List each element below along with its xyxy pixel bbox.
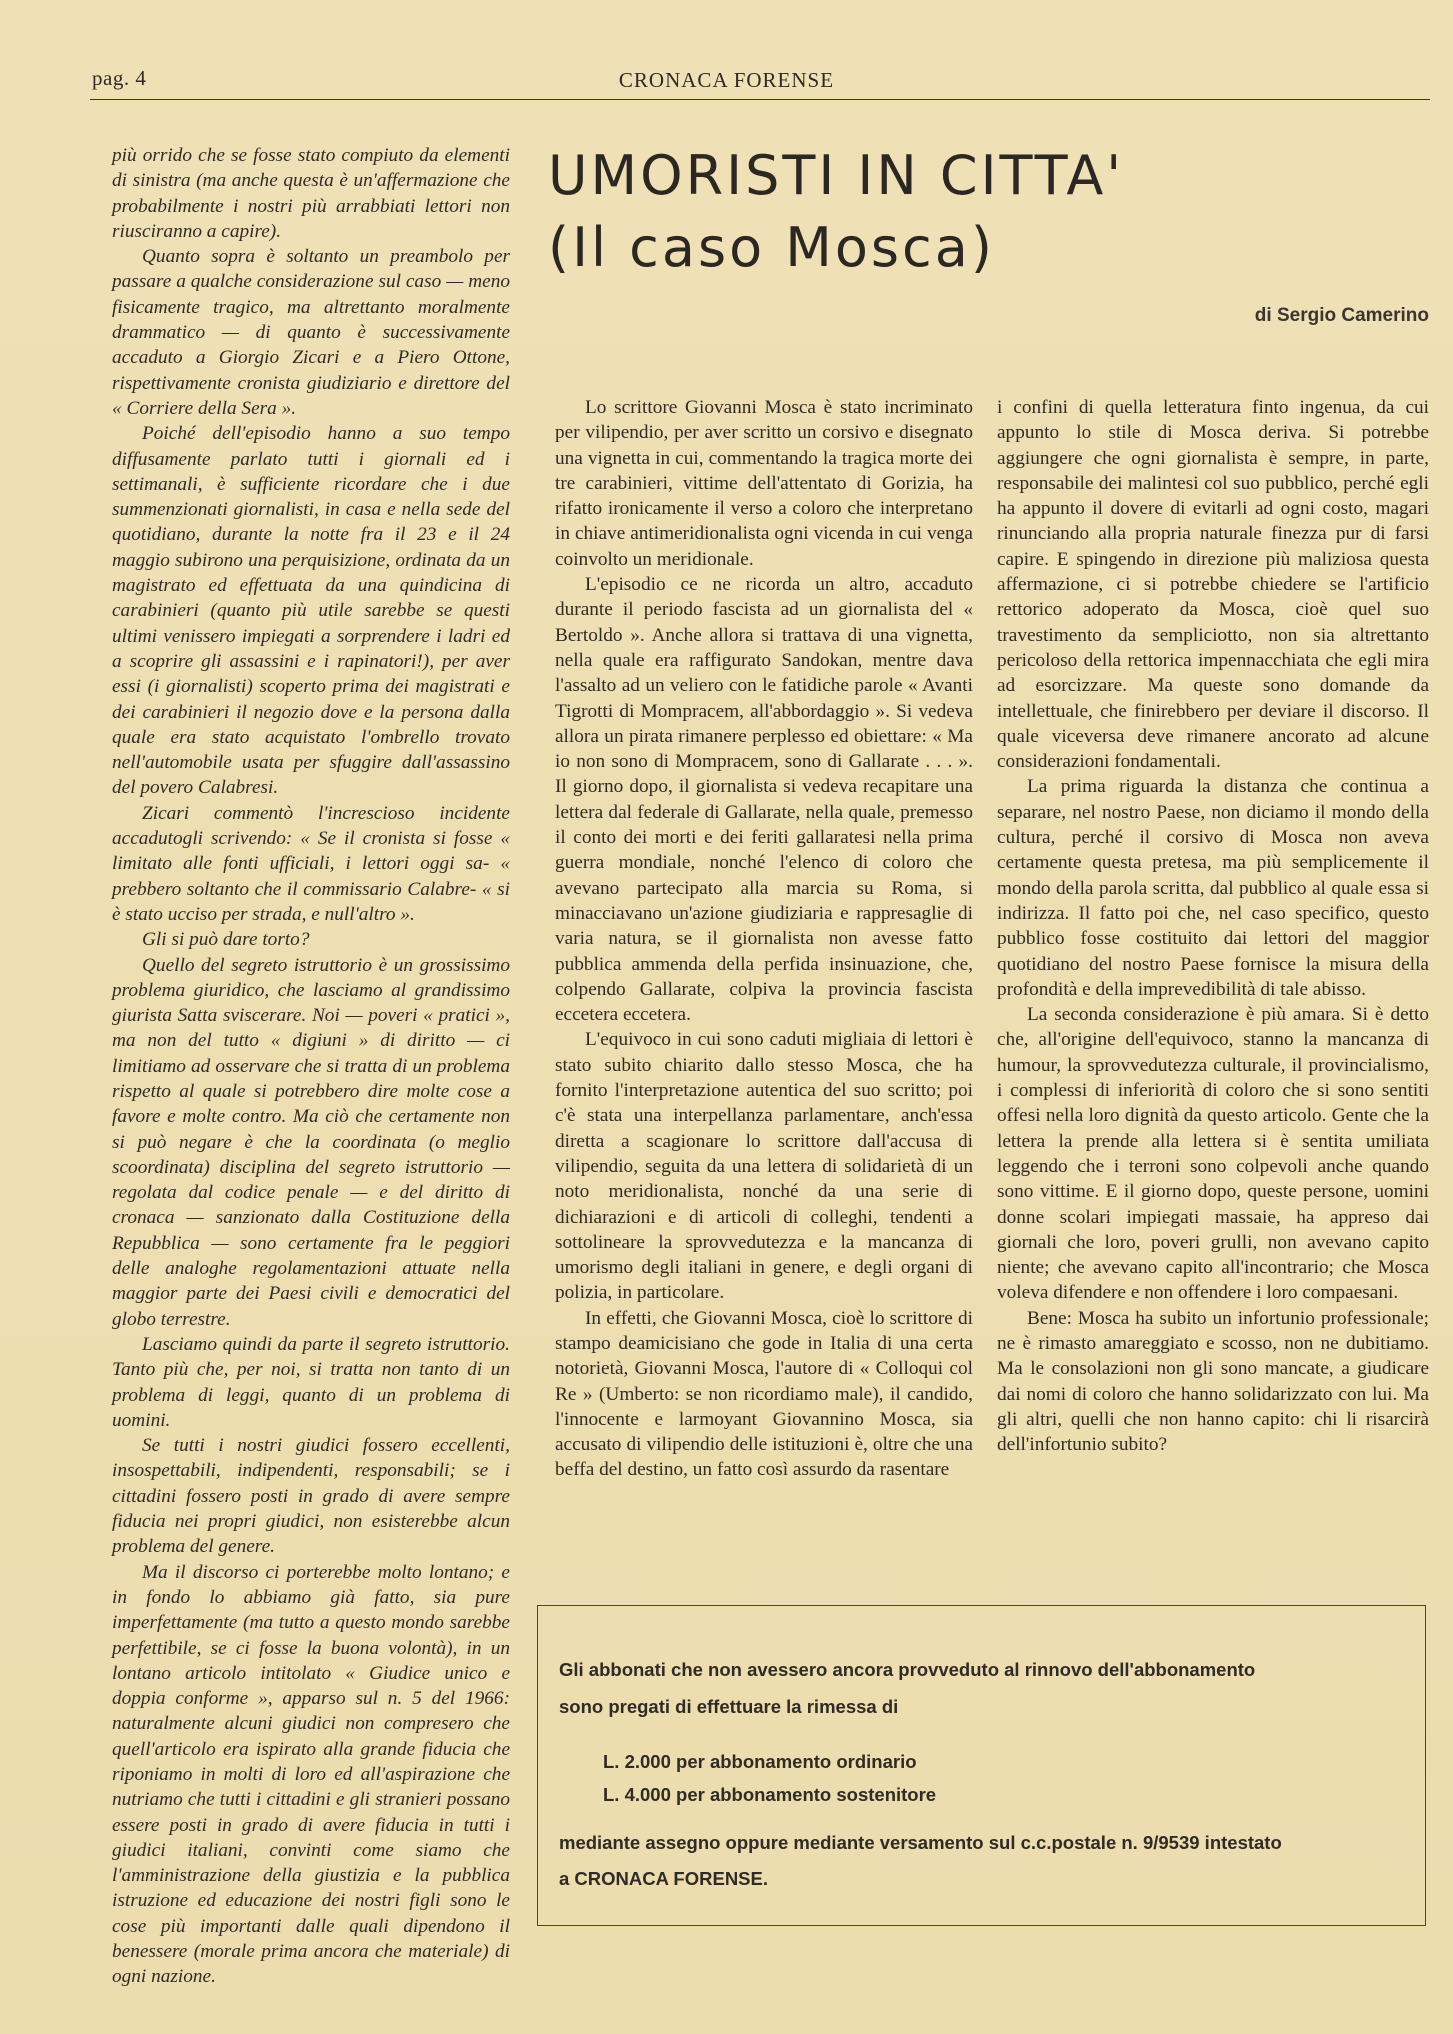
right-paragraph: La prima riguarda la distanza che continua a separare, nel nostro Paese, non diciamo il mondo della cultura, perché il corsivo di Mosca non aveva certamente questa pretesa, ma più semplicemente il mondo della parola scritta, dal pubblico al quale essa si indirizza. Il fatto poi che, nel caso specifico, questo pubblico fosse costituito dai lettori del maggior quotidiano del nostro Paese fornisce la misura della profondità e della imprevedibilità di tale abisso. xyxy=(997,776,1429,1000)
right-paragraph: Bene: Mosca ha subito un infortunio professionale; ne è rimasto amareggiato e scosso, non ne dubitiamo. Ma le consolazioni non gli sono mancate, a giudicare dai nomi di coloro che hanno solidarizzato con lui. Ma gli altri, quelli che non hanno capito: chi li risarcirà dell'infortunio subito? xyxy=(997,1307,1429,1456)
right-column xyxy=(997,395,1429,1457)
page-number: pag. 4 xyxy=(92,66,147,90)
notice-line: mediante assegno oppure mediante versamento sul c.c.postale n. 9/9539 intestato xyxy=(559,1832,1282,1853)
article-title xyxy=(548,140,1428,284)
article-subtitle-line: (Il caso Mosca) xyxy=(548,216,995,279)
article-byline: di Sergio Camerino xyxy=(1254,305,1429,326)
middle-paragraph: L'episodio ce ne ricorda un altro, accaduto durante il periodo fascista ad un giornalista del « Bertoldo ». Anche allora si trattava di una vignetta, nella quale era raffigurato Sandokan, mentre dava l'assalto ad un veliero con le fatidiche parole « Avanti Tigrotti di Mompracem, all'abbordaggio ». Si vedeva allora un pirata rimanere perplesso ed obiettare: « Ma io non sono di Mompracem, sono di Gallarate . . . ». Il giorno dopo, il giornalista si vedeva recapitare una lettera dal federale di Gallarate, nella quale, premesso il conto dei morti e dei feriti gallaratesi nella prima guerra mondiale, nonché l'elenco di coloro che avevano partecipato alla marcia su Roma, si minacciavano un'azione giudiziaria e rappresaglie di varia natura, se il giornalista non avesse fatto pubblica ammenda della perfida insinuazione, che, colpendo Gallarate, colpiva la provincia fascista eccetera eccetera. xyxy=(555,574,973,1026)
middle-column xyxy=(555,395,973,1483)
notice-line: Gli abbonati che non avessero ancora provveduto al rinnovo dell'abbonamento xyxy=(559,1659,1256,1680)
notice-line: a CRONACA FORENSE. xyxy=(559,1868,769,1889)
left-paragraph: Lasciamo quindi da parte il segreto istruttorio. Tanto più che, per noi, si tratta non tanto di un problema di leggi, quanto di un problema di uomini. xyxy=(112,1333,510,1431)
left-paragraph: più orrido che se fosse stato compiuto da elementi di sinistra (ma anche questa è un'affermazione che probabilmente i nostri più arrabbiati lettori non riusciranno a capire). xyxy=(112,145,510,242)
subscription-notice xyxy=(537,1605,1426,1926)
journal-title: CRONACA FORENSE xyxy=(618,68,835,92)
left-paragraph: Zicari commentò l'increscioso incidente accadutogli scrivendo: « Se il cronista si fosse « limitato alle fonti ufficiali, i lettori oggi sa- « prebbero soltanto che il commissario Calabre- « si è stato ucciso per strada, e null'altro ». xyxy=(112,802,510,925)
left-paragraph: Quello del segreto istruttorio è un grossissimo problema giuridico, che lasciamo al grandissimo giurista Satta sviscerare. Noi — poveri « pratici », ma non del tutto « digiuni » di diritto — ci limitiamo ad osservare che si tratta di un problema rispetto al quale si potrebbero dire molte cose a favore e molte contro. Ma ciò che certamente non si può negare è che la coordinata (o meglio scoordinata) disciplina del segreto istruttorio — regolata dal codice penale — e del diritto di cronaca — sanzionato dalla Costituzione della Repubblica — sono certamente fra le peggiori delle analoghe regolamentazioni attuate nella maggior parte dei Paesi civili e democratici del globo terrestre. xyxy=(112,954,510,1330)
right-paragraph: i confini di quella letteratura finto ingenua, da cui appunto lo stile di Mosca deriva. Si potrebbe aggiungere che ogni giornalista è sempre, in parte, responsabile dei malintesi col suo pubblico, perché egli ha appunto il dovere di evitarli ad ogni costo, magari rinunciando alla propria naturale finezza pur di farsi capire. E spingendo in direzione più maliziosa questa affermazione, ci si potrebbe chiedere se l'artificio rettorico adoperato da Mosca, cioè quel suo travestimento da sempliciotto, non sia altrettanto pericoloso della rettorica impennacchiata che egli mira ad esorcizzare. Ma queste sono domande da intellettuale, che finirebbero per deviare il discorso. Il quale viceversa deve rimanere ancorato ad alcune considerazioni fondamentali. xyxy=(997,397,1429,773)
left-column xyxy=(112,143,510,1990)
middle-paragraph: Lo scrittore Giovanni Mosca è stato incriminato per vilipendio, per aver scritto un corsivo e disegnato una vignetta in cui, commentando la tragica morte dei tre carabinieri, vittime dell'attentato di Gorizia, ha rifatto ironicamente il verso a coloro che interpretano in chiave antimeridionalista ogni vicenda in cui venga coinvolto un meridionale. xyxy=(555,397,973,570)
article-title-line: UMORISTI IN CITTA' xyxy=(548,144,1125,207)
middle-paragraph: In effetti, che Giovanni Mosca, cioè lo scrittore di stampo deamicisiano che gode in Italia di una certa notorietà, Giovanni Mosca, l'autore di « Colloqui col Re » (Umberto: se non ricordiamo male), il candido, l'innocente e larmoyant Giovannino Mosca, sia accusato di vilipendio delle istituzioni è, oltre che una beffa del destino, un fatto così assurdo da rasentare xyxy=(555,1307,973,1481)
left-paragraph: Poiché dell'episodio hanno a suo tempo diffusamente parlato tutti i giornali ed i settimanali, è sufficiente ricordare che i due summenzionati giornalisti, in casa e nella sede del quotidiano, durante la notte fra il 23 e il 24 maggio subirono una perquisizione, ordinata da un magistrato ed effettuata da una quindicina di carabinieri (quanto più utile sarebbe se questi ultimi venissero impiegati a sorprendere i ladri ed a scoprire gli assassini e i rapinatori!), per aver essi (i giornalisti) scoperto prima dei magistrati e dei carabinieri il negozio dove e la persona dalla quale era stato acquistato l'ombrello trovato nell'automobile usata per sfuggire dall'assassino del povero Calabresi. xyxy=(112,423,510,799)
notice-line: sono pregati di effettuare la rimessa di xyxy=(559,1696,899,1717)
left-paragraph: Quanto sopra è soltanto un preambolo per passare a qualche considerazione sul caso — meno fisicamente tragico, ma altrettanto moralmente drammatico — di quanto è successivamente accaduto a Giorgio Zicari e a Piero Ottone, rispettivamente cronista giudiziario e direttore del « Corriere della Sera ». xyxy=(112,246,510,419)
left-paragraph: Ma il discorso ci porterebbe molto lontano; e in fondo lo abbiamo già fatto, sia pure imperfettamente (ma tutto a questo mondo sarebbe perfettibile, se ci fosse la buona volontà), in un lontano articolo intitolato « Giudice unico e doppia conforme », apparso sul n. 5 del 1966: naturalmente alcuni giudici non compresero che quell'articolo era ispirato alla grande fiducia che riponiamo in molti di loro ed all'aspirazione che nutriamo che tutti i cittadini e gli stranieri possano essere posti in grado di avere fiducia in tutti i giudici italiani, convinti come siamo che l'amministrazione della giustizia e la pubblica istruzione ed educazione dei nostri figli sono le cose più importanti dalle quali dipendono il benessere (morale prima ancora che materiale) di ogni nazione. xyxy=(112,1561,510,1988)
middle-paragraph: L'equivoco in cui sono caduti migliaia di lettori è stato subito chiarito dallo stesso Mosca, che ha fornito l'interpretazione autentica del suo scritto; poi c'è stata una interpellanza parlamentare, anch'essa diretta a scagionare lo scrittore dall'accusa di vilipendio, seguita da una lettera di solidarietà di un noto meridionalista, nonché da una serie di dichiarazioni e di articoli di colleghi, tendenti a sottolineare la sprovvedutezza e la mancanza di umorismo degli italiani in genere, e degli organi di polizia, in particolare. xyxy=(555,1029,973,1304)
header-rule xyxy=(90,99,1430,100)
notice-amount-ordinary: L. 2.000 per abbonamento ordinario xyxy=(603,1751,917,1772)
right-paragraph: La seconda considerazione è più amara. Si è detto che, all'origine dell'equivoco, stanno la mancanza di humour, la sprovvedutezza culturale, il provincialismo, i complessi di inferiorità di coloro che si sono sentiti offesi nella loro dignità da questo articolo. Gente che la lettera la prende alla lettera si è sentita umiliata leggendo che i terroni sono colpevoli anche quando sono vittime. E il giorno dopo, queste persone, uomini donne scolari impiegati massaie, ha appreso dai giornali che loro, poveri grulli, non avevano capito niente; che avevano capito all'incontrario; che Mosca voleva difendere e non offendere i loro compaesani. xyxy=(997,1004,1429,1304)
left-paragraph: Se tutti i nostri giudici fossero eccellenti, insospettabili, indipendenti, responsabili; se i cittadini fossero posti in grado di avere sempre fiducia nei propri giudici, non esisterebbe alcun problema del genere. xyxy=(112,1435,510,1558)
left-paragraph: Gli si può dare torto? xyxy=(142,929,310,951)
notice-amount-supporter: L. 4.000 per abbonamento sostenitore xyxy=(603,1784,937,1805)
